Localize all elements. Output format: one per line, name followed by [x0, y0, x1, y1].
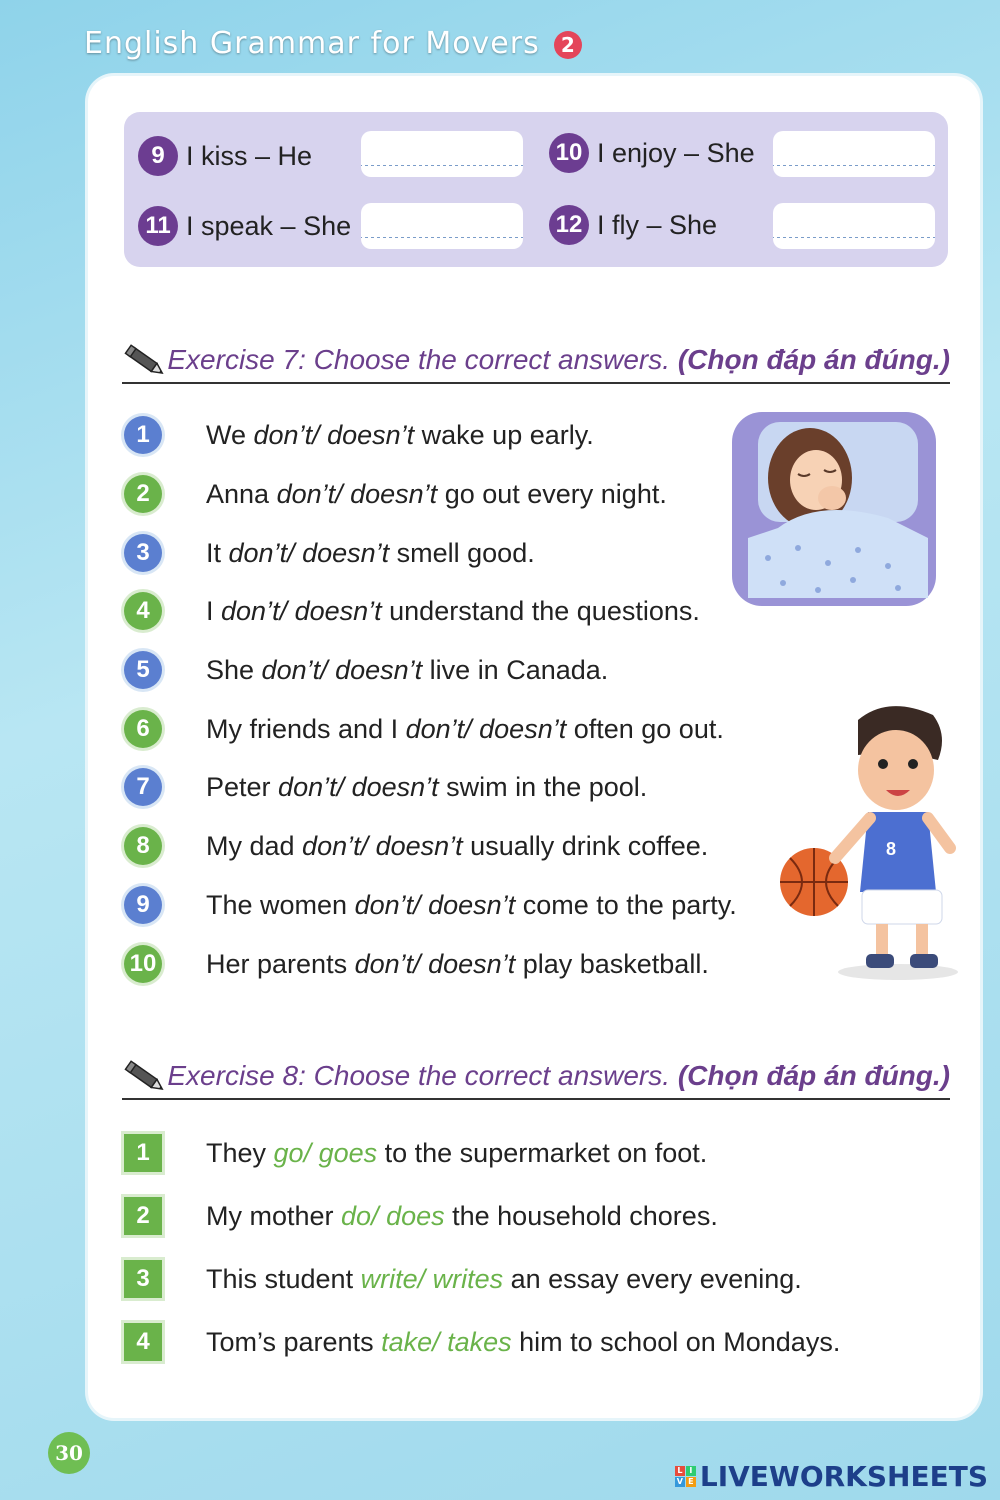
exercise-8-item-2	[124, 1197, 718, 1235]
answer-choice[interactable]: go/ goes	[273, 1137, 378, 1168]
item-number-badge: 5	[124, 651, 162, 689]
book-title: English Grammar for Movers	[84, 26, 540, 61]
item-number-badge: 1	[124, 416, 162, 454]
item-number-badge: 6	[124, 710, 162, 748]
exercise-8-item-1	[124, 1134, 708, 1172]
answer-choice[interactable]: don’t/ doesn’t	[278, 771, 439, 802]
item-number-badge: 2	[124, 475, 162, 513]
sentence-text: Tom’s parents take/ takes him to school on Mondays.	[206, 1326, 841, 1357]
answer-choice[interactable]: don’t/ doesn’t	[228, 537, 390, 568]
item-number-badge: 8	[124, 827, 162, 865]
item-number-badge: 4	[124, 592, 162, 630]
exercise-8-item-4	[124, 1323, 841, 1361]
exercise-7-item-2	[124, 475, 667, 513]
edition-badge: 2	[554, 31, 582, 59]
exercise-7-item-6	[124, 710, 724, 748]
answer-choice[interactable]: do/ does	[341, 1200, 445, 1231]
item-text: I speak – She	[186, 210, 352, 241]
sentence-text: My friends and I don’t/ doesn’t often go out.	[206, 713, 724, 744]
item-number: 10	[549, 133, 589, 173]
prev-item-12	[549, 205, 717, 245]
exercise-7-item-3	[124, 534, 535, 572]
answer-choice[interactable]: don’t/ doesn’t	[405, 713, 567, 744]
answer-input-11[interactable]	[361, 203, 523, 249]
answer-choice[interactable]: don’t/ doesn’t	[221, 595, 382, 626]
answer-choice[interactable]: take/ takes	[381, 1326, 512, 1357]
exercise-7-item-5	[124, 651, 609, 689]
answer-choice[interactable]: write/ writes	[360, 1263, 504, 1294]
sentence-text: This student write/ writes an essay every evening.	[206, 1263, 802, 1294]
prev-item-10	[549, 133, 755, 173]
exercise-8-heading	[122, 1058, 950, 1100]
sentence-text: I don’t/ doesn’t understand the questions.	[206, 595, 700, 626]
jersey-number: 8	[886, 839, 897, 859]
prev-item-11	[138, 206, 351, 246]
pencil-icon	[122, 342, 167, 382]
exercise-7-item-9	[124, 886, 737, 924]
pencil-icon	[122, 1058, 167, 1098]
sentence-text: Her parents don’t/ doesn’t play basketball.	[206, 948, 709, 979]
page-title	[84, 26, 582, 61]
answer-choice[interactable]: don’t/ doesn’t	[354, 889, 516, 920]
answer-choice[interactable]: don’t/ doesn’t	[276, 478, 438, 509]
item-text: I kiss – He	[186, 140, 313, 171]
liveworksheets-brand[interactable]	[675, 1460, 988, 1493]
exercise-7-item-4	[124, 592, 700, 630]
exercise-7-item-8	[124, 827, 709, 865]
sentence-text: She don’t/ doesn’t live in Canada.	[206, 654, 609, 685]
exercise-8-title: Exercise 8: Choose the correct answers. (Chọn đáp án đúng.)	[167, 1060, 950, 1091]
sleeping-girl-illustration	[728, 408, 940, 610]
item-text: I enjoy – She	[597, 137, 755, 168]
exercise-7-item-10	[124, 945, 709, 983]
exercise-7-item-1	[124, 416, 594, 454]
item-number-badge: 1	[124, 1134, 162, 1172]
sentence-text: It don’t/ doesn’t smell good.	[206, 537, 535, 568]
item-number-badge: 9	[124, 886, 162, 924]
sentence-text: My mother do/ does the household chores.	[206, 1200, 718, 1231]
sentence-text: The women don’t/ doesn’t come to the party.	[206, 889, 737, 920]
answer-input-12[interactable]	[773, 203, 935, 249]
prev-item-9	[138, 136, 312, 176]
exercise-7-item-7	[124, 768, 648, 806]
item-number-badge: 3	[124, 1260, 162, 1298]
exercise-7-title: Exercise 7: Choose the correct answers. (Chọn đáp án đúng.)	[167, 344, 950, 375]
sentence-text: Peter don’t/ doesn’t swim in the pool.	[206, 771, 648, 802]
brand-text: LIVEWORKSHEETS	[699, 1460, 988, 1493]
answer-choice[interactable]: don’t/ doesn’t	[253, 419, 415, 450]
answer-choice[interactable]: don’t/ doesn’t	[354, 948, 516, 979]
item-number-badge: 10	[124, 945, 162, 983]
item-number: 9	[138, 136, 178, 176]
answer-choice[interactable]: don’t/ doesn’t	[261, 654, 423, 685]
sentence-text: They go/ goes to the supermarket on foot.	[206, 1137, 708, 1168]
item-number-badge: 3	[124, 534, 162, 572]
sentence-text: My dad don’t/ doesn’t usually drink coffee.	[206, 830, 709, 861]
exercise-8-item-3	[124, 1260, 802, 1298]
item-number-badge: 2	[124, 1197, 162, 1235]
answer-input-9[interactable]	[361, 131, 523, 177]
answer-choice[interactable]: don’t/ doesn’t	[302, 830, 463, 861]
sentence-text: We don’t/ doesn’t wake up early.	[206, 419, 594, 450]
sentence-text: Anna don’t/ doesn’t go out every night.	[206, 478, 667, 509]
item-number: 11	[138, 206, 178, 246]
item-number-badge: 7	[124, 768, 162, 806]
answer-input-10[interactable]	[773, 131, 935, 177]
exercise-7-heading	[122, 342, 950, 384]
page-number: 30	[48, 1432, 90, 1474]
item-number-badge: 4	[124, 1323, 162, 1361]
item-text: I fly – She	[597, 209, 718, 240]
boy-basketball-illustration	[778, 700, 968, 985]
item-number: 12	[549, 205, 589, 245]
liveworksheets-logo-icon: L I V E	[675, 1466, 696, 1487]
